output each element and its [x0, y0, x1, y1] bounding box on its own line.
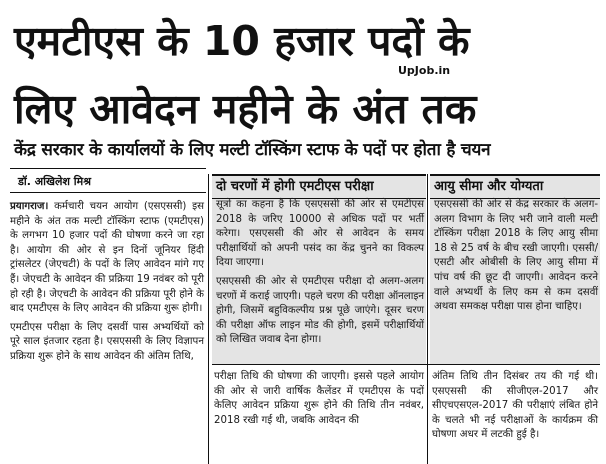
- byline-bottom-rule: [10, 192, 206, 193]
- bottom-mid-column: परीक्षा तिथि की घोषणा की जाएगी। इससे पहले आयोग की ओर से जारी वार्षिक कैलेंडर में एमटीएस के पदों केलिए आवेदन प्रक्रिया शुरू होने की तिथि तीन नवंबर, 2018 रखी गई थी, जबकि आवेदन की: [214, 371, 424, 426]
- bottom-right-column: अंतिम तिथि तीन दिसंबर तय की गई थी। एसएससी की सीजीएल-2017 और सीएचएसएल-2017 की परीक्षाएं लंबित होने के चलते भी नई परीक्षाओं के कार्यक्रम की घोषणा अधर में लटकी हुई है।: [432, 371, 598, 441]
- column-divider-2: [427, 174, 428, 464]
- left-para-1-text: कर्मचारी चयन आयोग (एसएससी) इस महीने के अंत तक मल्टी टॉस्किंग स्टाफ (एमटीएस) के लगभग 10 हजार पदों की घोषणा करने जा रहा है। आयोग की ओर से इन दिनों जूनियर हिंदी ट्रांसलेटर (जेएचटी) के पदों के लिए आवेदन मांगे गए हैं। जेएचटी के आवेदन की प्रक्रिया 19 नवंबर को पूरी हो रही है। जेएचटी के आवेदन की प्रक्रिया पूरी होने के बाद एमटीएस के लिए आवेदन की प्रक्रिया शुरू होगी।: [10, 201, 204, 315]
- subheadline: केंद्र सरकार के कार्यालयों के लिए मल्टी टॉस्किंग स्टाफ के पदों पर होता है चयन: [14, 140, 491, 160]
- exam-box-title: दो चरणों में होगी एमटीएस परीक्षा: [212, 174, 426, 199]
- byline-top-rule: [10, 168, 206, 169]
- left-para-1: [10, 200, 204, 317]
- age-box-body: [434, 198, 598, 315]
- left-para-2: एमटीएस परीक्षा के लिए दसवीं पास अभ्यर्थियों को पूरे साल इंतजार रहता है। एसएससी के लिए विज्ञापन प्रक्रिया शुरू होने के साथ आवेदन की अंतिम तिथि,: [10, 321, 204, 362]
- exam-para-1: सूत्रों का कहना है कि एसएससी की ओर से एमटीएस 2018 के जरिए 10000 से अधिक पदों पर भर्ती करेगा। एसएससी की ओर से आवेदन के समय परीक्षार्थियों को अपनी पसंद का केंद्र चुनने का विकल्प दिया जाएगा।: [216, 199, 424, 269]
- headline-line-2: लिए आवेदन महीने के अंत तक: [14, 85, 477, 133]
- left-column: [10, 200, 204, 365]
- dateline: प्रयागराज।: [10, 201, 49, 212]
- exam-para-2: एसएससी की ओर से एमटीएस परीक्षा दो अलग-अलग चरणों में कराई जाएगी। पहले चरण की परीक्षा ऑनलाइन होगी, जिसमें बहुविकल्पीय प्रश्न पूछे जाएंगे। दूसर चरण की परीक्षा ऑफ लाइन मोड की होगी, इसमें परीक्षार्थियों को लिखित जवाब देना होगा।: [216, 275, 424, 346]
- headline-line-1: एमटीएस के 10 हजार पदों के: [14, 17, 470, 65]
- byline: डॉ. अखिलेश मिश्र: [18, 175, 91, 188]
- age-box-title: आयु सीमा और योग्यता: [430, 174, 600, 199]
- column-divider: [208, 174, 209, 464]
- age-para-1: एसएससी की ओर से केंद्र सरकार के अलग-अलग विभाग के लिए भरी जाने वाली मल्टी टॉस्किंग परीक्षा 2018 के लिए आयु सीमा 18 से 25 वर्ष के बीच रखी जाएगी। एससी/एसटी और ओबीसी के लिए आयु सीमा में पांच वर्ष की छूट दी जाएगी। आवेदन करने वाले अभ्यर्थी के लिए कम से कम दसवीं अथवा समकक्ष परीक्षा पास होना चाहिए।: [434, 199, 598, 313]
- bottom-rule: [212, 364, 600, 365]
- site-label: UpJob.in: [398, 64, 451, 77]
- exam-box-body: [216, 198, 424, 348]
